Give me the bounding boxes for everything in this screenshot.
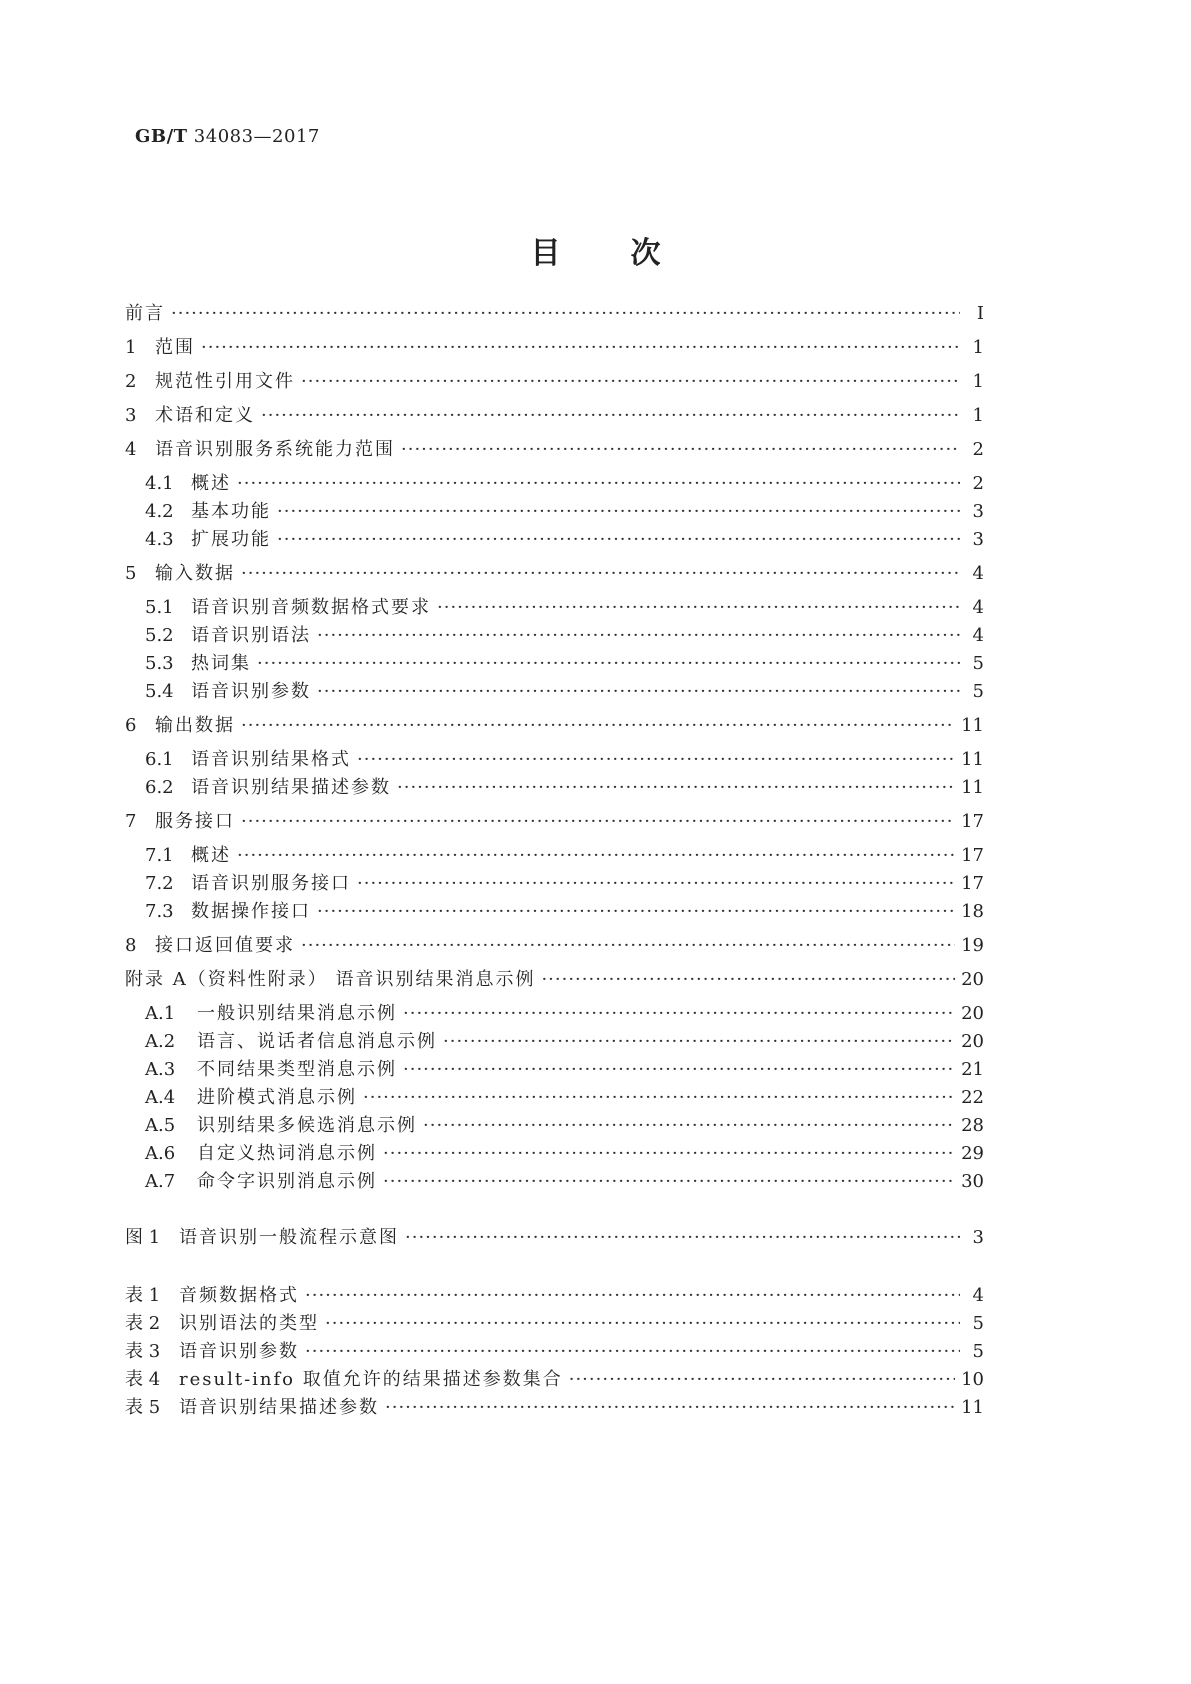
toc-entry-page: 3 (972, 529, 984, 550)
toc-leader-dots (301, 934, 955, 958)
toc-entry-label: 输出数据 (155, 715, 235, 736)
toc-entry-number: 5 (125, 563, 137, 584)
toc-entry-page: 5 (972, 1313, 984, 1334)
toc-entry-number: 表 2 (125, 1313, 161, 1334)
toc-entry-page: 10 (961, 1369, 984, 1390)
toc-entry[interactable] (145, 1114, 984, 1138)
toc-entry[interactable] (125, 302, 984, 326)
toc-entry[interactable] (145, 872, 984, 896)
toc-entry-label: 附录 A（资料性附录） 语音识别结果消息示例 (125, 969, 536, 990)
toc-leader-dots (403, 1058, 955, 1082)
toc-entry-number: 7 (125, 811, 137, 832)
toc-entry-number: 4.2 (145, 501, 174, 522)
toc-entry-label: 热词集 (191, 653, 251, 674)
toc-entry-page: 2 (972, 473, 984, 494)
toc-entry[interactable] (125, 968, 984, 992)
toc-entry-number: 表 3 (125, 1341, 161, 1362)
toc-entry-page: 20 (961, 969, 984, 990)
toc-entry-page: 22 (961, 1087, 984, 1108)
toc-leader-dots (423, 1114, 955, 1138)
toc-entry[interactable] (125, 336, 984, 360)
toc-entry-label: 接口返回值要求 (155, 935, 295, 956)
toc-entry-label: 语音识别音频数据格式要求 (191, 597, 431, 618)
toc-entry[interactable] (125, 934, 984, 958)
toc-entry-number: 7.3 (145, 901, 174, 922)
toc-entry-page: 3 (972, 1227, 984, 1248)
toc-entry-label: 前言 (125, 303, 165, 324)
toc-entry-page: 11 (961, 749, 984, 770)
toc-entry-page: 19 (961, 935, 984, 956)
toc-entry[interactable] (145, 900, 984, 924)
toc-entry-label: 数据操作接口 (191, 901, 311, 922)
toc-entry-number: 2 (125, 371, 137, 392)
toc-entry-page: 1 (972, 337, 984, 358)
toc-leader-dots (257, 652, 960, 676)
toc-leader-dots (261, 404, 960, 428)
toc-entry-label: 语音识别参数 (191, 681, 311, 702)
toc-entry-label: 自定义热词消息示例 (197, 1143, 377, 1164)
toc-entry-number: 5.1 (145, 597, 174, 618)
toc-entry-label: 不同结果类型消息示例 (197, 1059, 397, 1080)
toc-entry-number: 表 1 (125, 1285, 161, 1306)
toc-entry-label: 概述 (191, 473, 231, 494)
toc-entry-page: 3 (972, 501, 984, 522)
toc-entry-label: result-info 取值允许的结果描述参数集合 (179, 1369, 563, 1390)
toc-entry-number: 6 (125, 715, 137, 736)
toc-entry-page: 4 (972, 1285, 984, 1306)
toc-entry-number: 5.4 (145, 681, 174, 702)
toc-entry-label: 范围 (155, 337, 195, 358)
toc-entry[interactable] (145, 748, 984, 772)
toc-entry-label: 语言、说话者信息消息示例 (197, 1031, 437, 1052)
toc-leader-dots (357, 872, 955, 896)
toc-entry[interactable] (145, 1086, 984, 1110)
toc-entry-label: 命令字识别消息示例 (197, 1171, 377, 1192)
toc-entry-page: 28 (961, 1115, 984, 1136)
toc-entry-page: 4 (972, 563, 984, 584)
toc-leader-dots (317, 624, 960, 648)
toc-entry[interactable] (125, 1340, 984, 1364)
toc-leader-dots (201, 336, 960, 360)
toc-leader-dots (363, 1086, 955, 1110)
toc-entry-page: 30 (961, 1171, 984, 1192)
toc-entry-page: 18 (961, 901, 984, 922)
toc-entry-number: A.6 (145, 1143, 176, 1164)
toc-entry-number: 图 1 (125, 1227, 161, 1248)
toc-entry[interactable] (145, 500, 984, 524)
toc-leader-dots (237, 844, 955, 868)
toc-entry-number: 8 (125, 935, 137, 956)
toc-entry-page: Ⅰ (976, 303, 984, 324)
toc-leader-dots (403, 1002, 955, 1026)
toc-entry[interactable] (145, 528, 984, 552)
toc-leader-dots (569, 1368, 955, 1392)
toc-entry-label: 基本功能 (191, 501, 271, 522)
toc-leader-dots (305, 1340, 960, 1364)
toc-leader-dots (397, 776, 955, 800)
toc-entry-label: 语音识别服务接口 (191, 873, 351, 894)
toc-entry-label: 概述 (191, 845, 231, 866)
toc-entry[interactable] (145, 844, 984, 868)
toc-entry[interactable] (125, 1226, 984, 1250)
toc-entry-page: 17 (961, 873, 984, 894)
page-title: 目次 (530, 236, 731, 271)
toc-leader-dots (317, 900, 955, 924)
toc-entry[interactable] (145, 1002, 984, 1026)
toc-entry-label: 术语和定义 (155, 405, 255, 426)
toc-entry-page: 21 (961, 1059, 984, 1080)
toc-entry[interactable] (125, 562, 984, 586)
toc-entry-number: A.1 (145, 1003, 176, 1024)
standard-number: 34083—2017 (193, 126, 320, 147)
toc-entry[interactable] (145, 1030, 984, 1054)
toc-entry-number: 7.2 (145, 873, 174, 894)
toc-entry-label: 一般识别结果消息示例 (197, 1003, 397, 1024)
toc-entry-number: 6.2 (145, 777, 174, 798)
toc-entry[interactable] (145, 624, 984, 648)
toc-entry-number: 5.3 (145, 653, 174, 674)
toc-entry-number: 4 (125, 439, 137, 460)
toc-entry-page: 29 (961, 1143, 984, 1164)
toc-entry-page: 17 (961, 811, 984, 832)
toc-entry-page: 17 (961, 845, 984, 866)
toc-leader-dots (383, 1142, 955, 1166)
toc-leader-dots (241, 714, 955, 738)
toc-entry[interactable] (125, 1284, 984, 1308)
toc-entry-page: 11 (961, 777, 984, 798)
toc-entry[interactable] (125, 1312, 984, 1336)
toc-entry-number: 4.3 (145, 529, 174, 550)
toc-leader-dots (301, 370, 960, 394)
toc-entry[interactable] (125, 810, 984, 834)
toc-entry-label: 语音识别结果格式 (191, 749, 351, 770)
toc-entry-label: 语音识别服务系统能力范围 (155, 439, 395, 460)
toc-entry-number: A.4 (145, 1087, 176, 1108)
toc-leader-dots (383, 1170, 955, 1194)
toc-entry-page: 20 (961, 1003, 984, 1024)
toc-leader-dots (317, 680, 960, 704)
toc-entry-label: 语音识别语法 (191, 625, 311, 646)
toc-entry-label: 语音识别一般流程示意图 (179, 1227, 399, 1248)
toc-entry[interactable] (125, 1368, 984, 1392)
toc-entry[interactable] (145, 776, 984, 800)
toc-entry-label: 识别语法的类型 (179, 1313, 319, 1334)
toc-entry-number: A.2 (145, 1031, 176, 1052)
toc-leader-dots (241, 810, 955, 834)
toc-entry[interactable] (145, 472, 984, 496)
toc-entry-label: 服务接口 (155, 811, 235, 832)
toc-entry-page: 5 (972, 681, 984, 702)
toc-entry[interactable] (145, 596, 984, 620)
toc-leader-dots (357, 748, 955, 772)
toc-entry-number: 7.1 (145, 845, 174, 866)
toc-leader-dots (241, 562, 960, 586)
toc-entry-page: 2 (972, 439, 984, 460)
toc-leader-dots (237, 472, 960, 496)
toc-leader-dots (541, 968, 955, 992)
toc-entry-label: 语音识别参数 (179, 1341, 299, 1362)
toc-leader-dots (277, 500, 960, 524)
toc-entry-page: 4 (972, 625, 984, 646)
toc-leader-dots (325, 1312, 960, 1336)
toc-leader-dots (405, 1226, 960, 1250)
toc-entry-page: 5 (972, 653, 984, 674)
toc-entry-label: 识别结果多候选消息示例 (197, 1115, 417, 1136)
toc-entry-number: A.5 (145, 1115, 176, 1136)
toc-leader-dots (401, 438, 960, 462)
toc-entry[interactable] (145, 1142, 984, 1166)
toc-entry-number: 3 (125, 405, 137, 426)
toc-entry-label: 进阶模式消息示例 (197, 1087, 357, 1108)
toc-entry-label: 扩展功能 (191, 529, 271, 550)
toc-entry[interactable] (145, 1170, 984, 1194)
standard-code: GB/T (135, 126, 188, 147)
toc-entry-page: 1 (972, 405, 984, 426)
toc-leader-dots (305, 1284, 960, 1308)
toc-entry[interactable] (145, 652, 984, 676)
toc-leader-dots (437, 596, 960, 620)
toc-entry[interactable] (125, 1396, 984, 1420)
toc-entry[interactable] (125, 404, 984, 428)
toc-leader-dots (277, 528, 960, 552)
toc-leader-dots (171, 302, 960, 326)
toc-entry-label: 语音识别结果描述参数 (191, 777, 391, 798)
toc-entry[interactable] (145, 680, 984, 704)
toc-entry-page: 4 (972, 597, 984, 618)
toc-entry[interactable] (125, 370, 984, 394)
toc-entry[interactable] (125, 438, 984, 462)
toc-entry[interactable] (145, 1058, 984, 1082)
toc-entry-page: 1 (972, 371, 984, 392)
toc-entry[interactable] (125, 714, 984, 738)
toc-entry-number: 表 4 (125, 1369, 161, 1390)
toc-entry-label: 规范性引用文件 (155, 371, 295, 392)
toc-leader-dots (385, 1396, 955, 1420)
toc-entry-number: A.3 (145, 1059, 176, 1080)
toc-entry-page: 11 (961, 1397, 984, 1418)
toc-entry-number: 6.1 (145, 749, 174, 770)
toc-entry-number: 1 (125, 337, 137, 358)
toc-entry-number: A.7 (145, 1171, 176, 1192)
toc-entry-number: 表 5 (125, 1397, 161, 1418)
toc-entry-number: 4.1 (145, 473, 174, 494)
toc-entry-page: 11 (961, 715, 984, 736)
toc-entry-label: 语音识别结果描述参数 (179, 1397, 379, 1418)
toc-entry-label: 输入数据 (155, 563, 235, 584)
toc-entry-label: 音频数据格式 (179, 1285, 299, 1306)
toc-leader-dots (443, 1030, 955, 1054)
toc-entry-page: 5 (972, 1341, 984, 1362)
toc-entry-number: 5.2 (145, 625, 174, 646)
toc-entry-page: 20 (961, 1031, 984, 1052)
